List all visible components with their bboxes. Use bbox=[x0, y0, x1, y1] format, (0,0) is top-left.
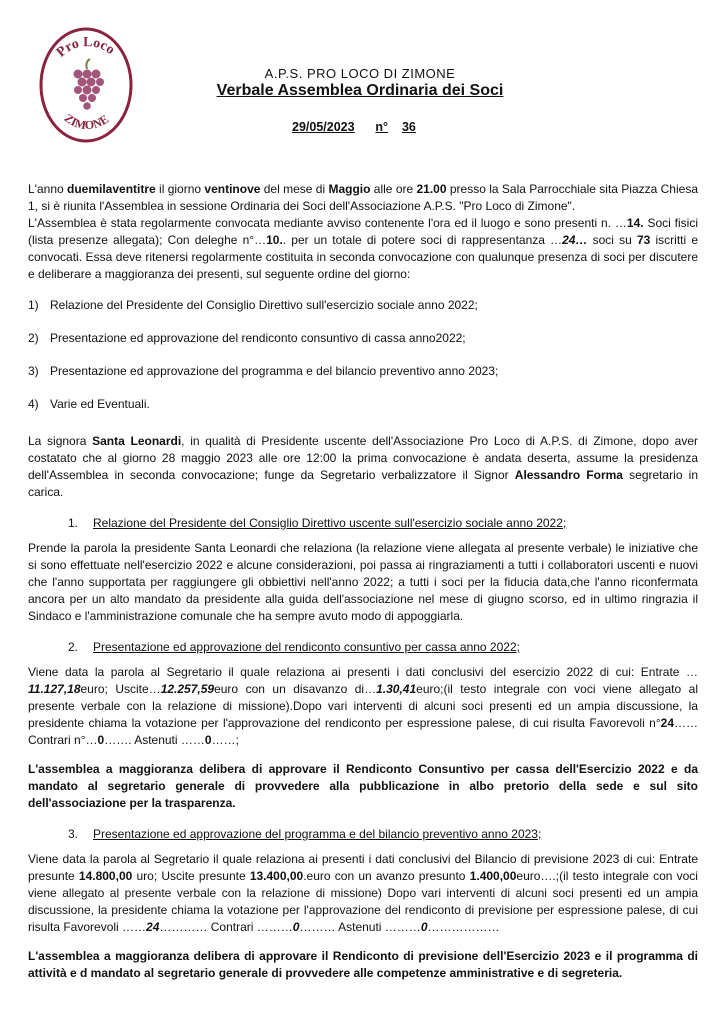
agenda-item: 1) Relazione del Presidente del Consiglio Direttivo sull'esercizio sociale anno 2022; bbox=[28, 298, 478, 312]
section3-text: Viene data la parola al Segretario il quale relaziona ai presenti i dati conclusivi del Bilancio di previsione 2023 di cui: Entrate presunte 14.800,00 uro; Uscite presunte 13.400,00.euro con un avanzo presunto 1.400,00euro….;(il testo integrale con voci viene allegato al presente verbale con la relazione di missione) Dopo vari interventi di alcuni soci presenti ed un ampia discussione, la presidente chiama la votazione per l'approvazione del rendiconto di previsione per espressione palese, di cui risulta Favorevoli ……24………… Contrari ………0……… Astenuti ………0……………… bbox=[28, 852, 698, 934]
section3-conclusion: L'assemblea a maggioranza delibera di approvare il Rendiconto di previsione dell'Esercizio 2023 e il programma di attività e d mandato al segretario generale di provvedere alle competenze amministrative e di segreteria. bbox=[28, 949, 698, 980]
association-name: A.P.S. PRO LOCO DI ZIMONE bbox=[264, 66, 456, 81]
agenda-item: 4) Varie ed Eventuali. bbox=[28, 397, 150, 411]
document-body bbox=[28, 181, 698, 982]
meeting-date: 29/05/2023 bbox=[292, 120, 355, 134]
section-heading-1: 1. Relazione del Presidente del Consiglio Direttivo uscente sull'esercizio sociale anno 2022; bbox=[68, 516, 567, 530]
logo-bottom-text: ZIMONE bbox=[61, 110, 112, 133]
agenda-item: 2) Presentazione ed approvazione del rendiconto consuntivo di cassa anno2022; bbox=[28, 331, 466, 345]
logo-top-text: Pro Loco bbox=[53, 35, 118, 61]
date-number-line bbox=[292, 120, 426, 134]
pro-loco-zimone-logo bbox=[38, 26, 134, 144]
intro-paragraph: L'anno duemilaventitre il giorno ventinove del mese di Maggio alle ore 21.00 presso la Sala Parrocchiale sita Piazza Chiesa 1, si è riunita l'Assemblea in sessione Ordinaria dei Soci dell'Associazione A.P.S. "Pro Loco di Zimone". L'Assemblea è stata regolarmente convocata mediante avviso contenente l'ora ed il luogo e sono presenti n. …14. Soci fisici (lista presenze allegata); Con deleghe n°…10.. per un totale di potere soci di rappresentanza …24… soci su 73 iscritti e convocati. Essa deve ritenersi regolarmente costituita in seconda convocazione con qualunque presenza di soci per discutere e deliberare a maggioranza dei presenti, sul seguente ordine del giorno: bbox=[28, 182, 698, 281]
chair-paragraph: La signora Santa Leonardi, in qualità di Presidente uscente dell'Associazione Pro Loco di A.P.S. di Zimone, dopo aver costatato che al giorno 28 maggio 2023 alle ore 12:00 la prima convocazione è andata deserta, assume la presidenza dell'Assemblea in seconda convocazione; funge da Segretario verbalizzatore il Signor Alessandro Forma segretario in carica. bbox=[28, 434, 698, 499]
section-heading-2: 2. Presentazione ed approvazione del rendiconto consuntivo per cassa anno 2022; bbox=[68, 640, 520, 654]
agenda-item: 3) Presentazione ed approvazione del programma e del bilancio preventivo anno 2023; bbox=[28, 364, 499, 378]
section-heading-3: 3. Presentazione ed approvazione del programma e del bilancio preventivo anno 2023; bbox=[68, 827, 542, 841]
grapes-icon bbox=[74, 59, 105, 110]
number-label: n° bbox=[375, 120, 389, 134]
agenda-list bbox=[28, 297, 698, 413]
minutes-number: 36 bbox=[401, 120, 416, 134]
section2-conclusion: L'assemblea a maggioranza delibera di approvare il Rendiconto Consuntivo per cassa dell'Esercizio 2022 e da mandato al segretario generale di provvedere alla pubblicazione in albo pretorio della sede e sul sito dell'associazione per la trasparenza. bbox=[28, 762, 698, 810]
section1-text: Prende la parola la presidente Santa Leonardi che relaziona (la relazione viene allegata al presente verbale) le iniziative che si sono effettuate nell'esercizio 2022 e alcune considerazioni, poi passa ai ringraziamenti a tutti i collaboratori uscenti e nuovi che l'anno supportata per raggiungere gli obbiettivi nell'anno 2022; a tutti i soci per la fiducia data,che l'anno riconfermata ancora per un alto mandato da presidente alla guida dell'associazione nel mese di giugno scorso, ed in ultimo ringrazia il Sindaco e l'amministrazione comunale che ha sempre avuto modo di appoggiarla. bbox=[28, 541, 698, 623]
document-title: Verbale Assemblea Ordinaria dei Soci bbox=[216, 82, 504, 99]
document-header bbox=[190, 66, 530, 100]
section2-text: Viene data la parola al Segretario il quale relaziona ai presenti i dati conclusivi del esercizio 2022 di cui: Entrate …11.127,18euro; Uscite…12.257,59euro con un disavanzo di…1.30,41euro;(il testo integrale con voci viene allegato al presente verbale con la relazione di missione).Dopo vari interventi di alcuni soci presenti ed un ampia discussione, la presidente chiama la votazione per l'approvazione del rendiconto per espressione palese, di cui risulta Favorevoli n°24……Contrari n°…0……. Astenuti ……0……; bbox=[28, 665, 698, 747]
